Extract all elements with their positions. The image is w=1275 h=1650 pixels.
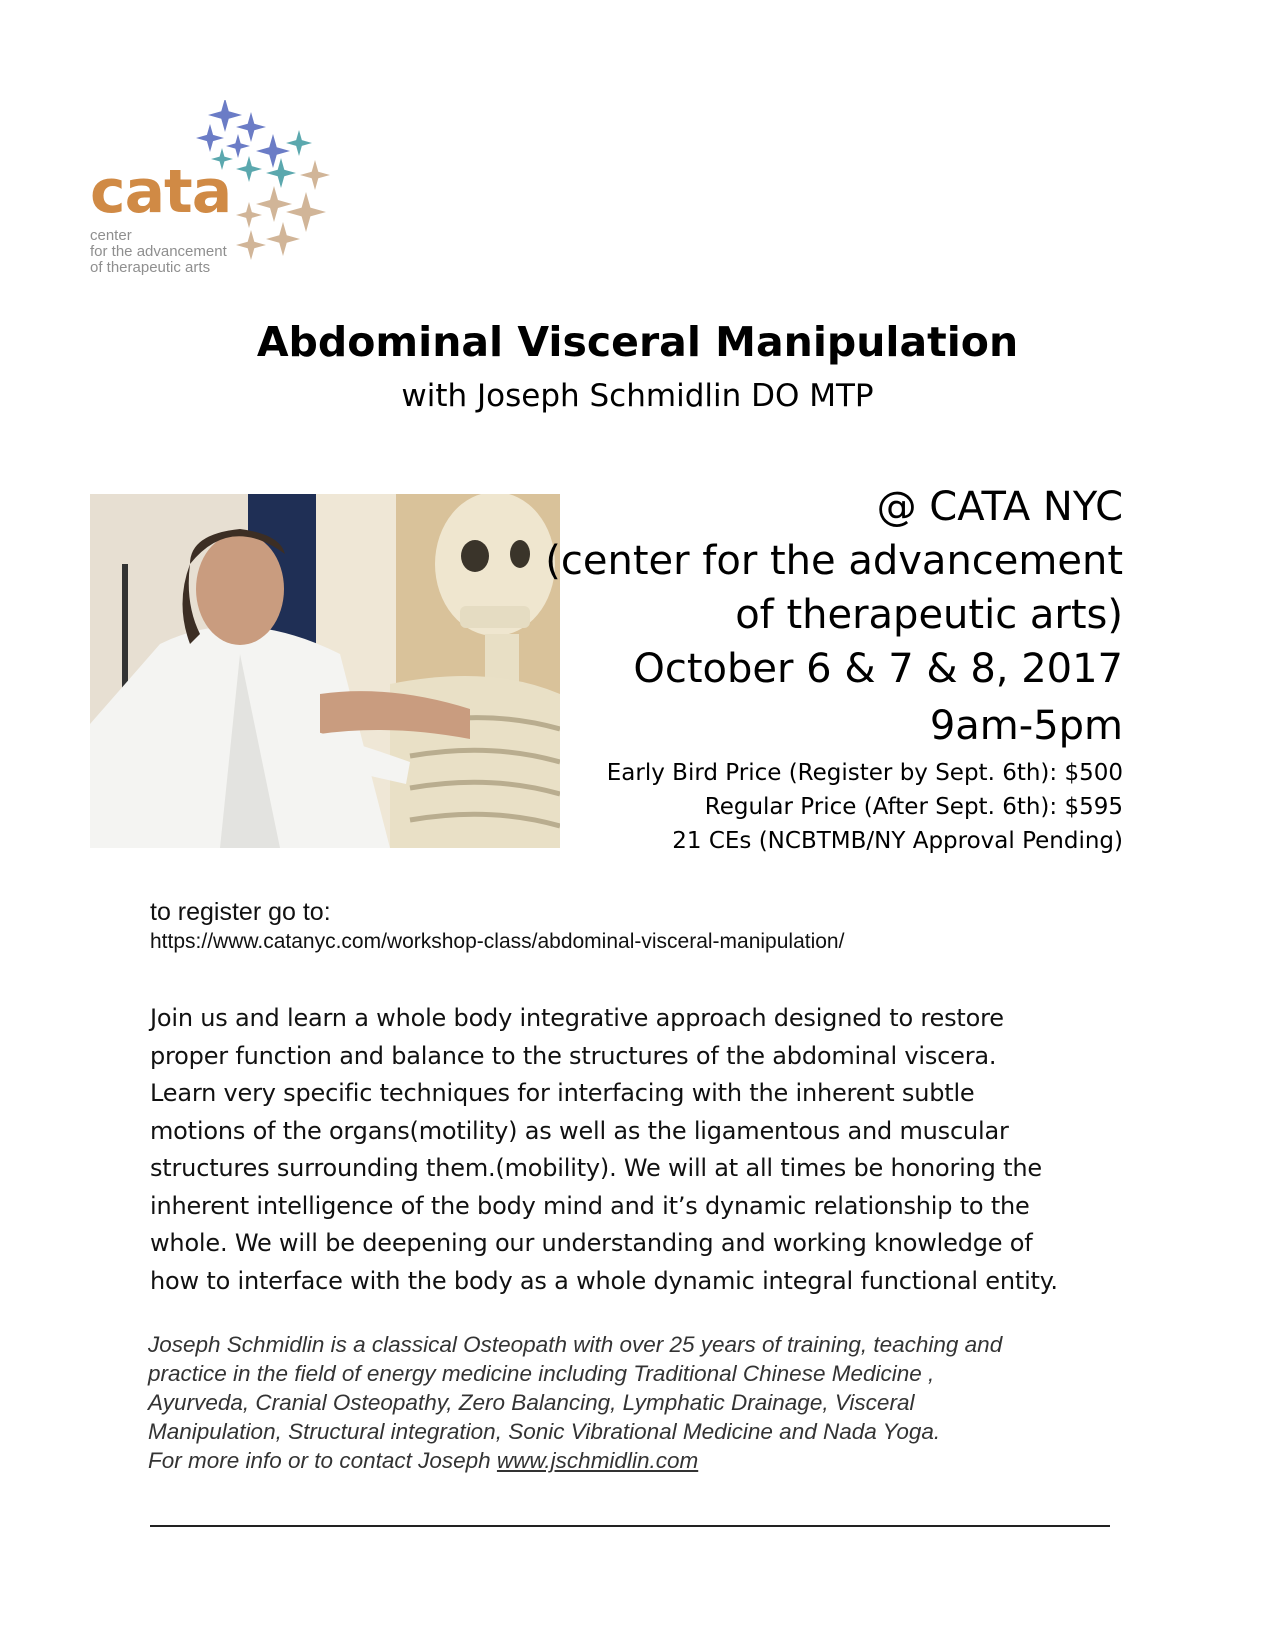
page-subtitle: with Joseph Schmidlin DO MTP <box>401 378 874 414</box>
event-dates: October 6 & 7 & 8, 2017 <box>633 646 1123 692</box>
cata-logo <box>86 100 346 280</box>
bio-contact-prefix: For more info or to contact Joseph <box>148 1448 497 1473</box>
regular-price: Regular Price (After Sept. 6th): $595 <box>704 794 1123 820</box>
description-line: how to interface with the body as a whole dynamic integral functional entity. <box>150 1266 1058 1295</box>
logo-subtitle-line: for the advancement <box>90 243 227 260</box>
venue-full-line1: (center for the advancement <box>545 538 1123 584</box>
description-line: proper function and balance to the structures of the abdominal viscera. <box>150 1041 997 1070</box>
register-section <box>150 896 844 956</box>
register-lead: to register go to: <box>150 898 331 926</box>
description-line: Join us and learn a whole body integrative approach designed to restore <box>150 1004 1004 1032</box>
logo-wordmark: cata <box>90 157 232 227</box>
bio-line: Joseph Schmidlin is a classical Osteopath with over 25 years of training, teaching and <box>148 1332 1003 1357</box>
venue-full-line2: of therapeutic arts) <box>735 592 1123 638</box>
register-url[interactable]: https://www.catanyc.com/workshop-class/abdominal-visceral-manipulation/ <box>150 930 845 953</box>
description-line: whole. We will be deepening our understanding and working knowledge of <box>150 1229 1033 1257</box>
bio-line: Manipulation, Structural integration, Sonic Vibrational Medicine and Nada Yoga. <box>148 1419 941 1444</box>
instructor-website-link[interactable]: www.jschmidlin.com <box>496 1448 699 1473</box>
instructor-photo <box>90 494 560 848</box>
bio-contact-line <box>148 1446 1128 1475</box>
page-title: Abdominal Visceral Manipulation <box>256 318 1019 366</box>
logo-subtitle <box>90 228 227 276</box>
instructor-bio <box>148 1330 1128 1475</box>
event-details <box>545 480 1123 858</box>
bio-line: Ayurveda, Cranial Osteopathy, Zero Balancing, Lymphatic Drainage, Visceral <box>148 1390 915 1415</box>
course-description <box>150 1000 1130 1300</box>
early-bird-price: Early Bird Price (Register by Sept. 6th): $500 <box>606 760 1123 786</box>
description-line: structures surrounding them.(mobility). We will at all times be honoring the <box>150 1154 1042 1182</box>
bio-line: practice in the field of energy medicine including Traditional Chinese Medicine , <box>148 1361 935 1386</box>
logo-subtitle-line: of therapeutic arts <box>90 259 211 276</box>
venue: @ CATA NYC <box>876 484 1123 530</box>
event-time: 9am-5pm <box>929 703 1123 749</box>
ce-credits: 21 CEs (NCBTMB/NY Approval Pending) <box>672 828 1123 854</box>
description-line: inherent intelligence of the body mind and it’s dynamic relationship to the <box>150 1191 1030 1220</box>
logo-subtitle-line: center <box>90 227 132 244</box>
bottom-divider <box>150 1525 1110 1527</box>
description-line: Learn very specific techniques for interfacing with the inherent subtle <box>150 1079 975 1107</box>
description-line: motions of the organs(motility) as well as the ligamentous and muscular <box>150 1116 1009 1145</box>
